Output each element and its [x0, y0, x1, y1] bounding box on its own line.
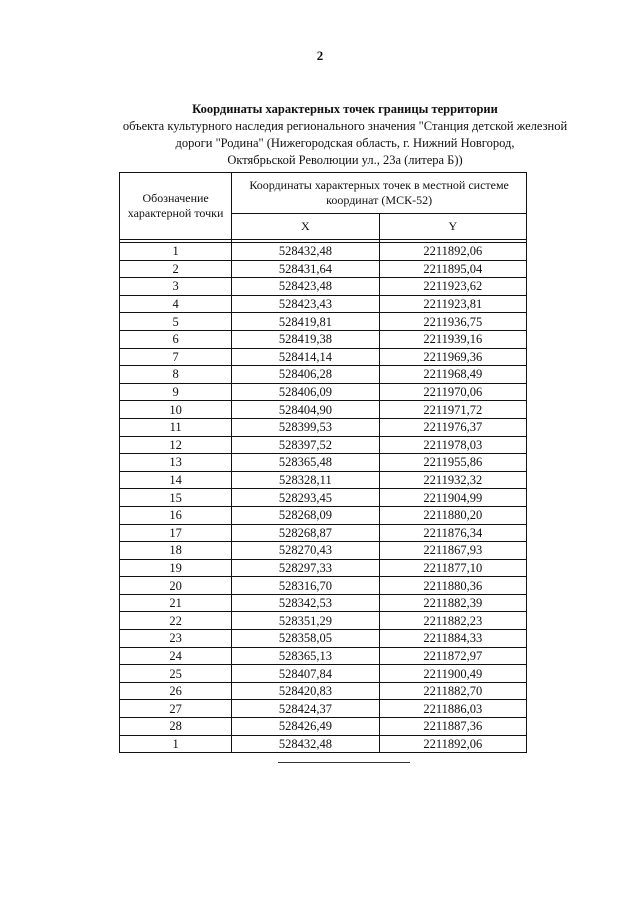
y-coordinate-cell: 2211955,86 [379, 454, 526, 472]
table-row [120, 366, 527, 384]
point-id-cell: 25 [120, 665, 232, 683]
y-coordinate-cell: 2211923,81 [379, 295, 526, 313]
x-coordinate-cell: 528423,48 [232, 278, 379, 296]
table-row [120, 260, 527, 278]
y-coordinate-cell: 2211971,72 [379, 401, 526, 419]
table-row [120, 524, 527, 542]
title-line-2: дороги "Родина" (Нижегородская область, г. Нижний Новгород, [175, 136, 515, 150]
y-coordinate-cell: 2211900,49 [379, 665, 526, 683]
x-coordinate-cell: 528270,43 [232, 542, 379, 560]
point-id-cell: 8 [120, 366, 232, 384]
table-row [120, 348, 527, 366]
point-id-cell: 28 [120, 718, 232, 736]
x-coordinate-cell: 528424,37 [232, 700, 379, 718]
point-id-cell: 3 [120, 278, 232, 296]
x-coordinate-cell: 528293,45 [232, 489, 379, 507]
table-row [120, 383, 527, 401]
point-id-cell: 24 [120, 647, 232, 665]
x-coordinate-cell: 528365,48 [232, 454, 379, 472]
y-coordinate-cell: 2211877,10 [379, 559, 526, 577]
point-id-cell: 14 [120, 471, 232, 489]
point-id-cell: 15 [120, 489, 232, 507]
y-coordinate-cell: 2211887,36 [379, 718, 526, 736]
y-coordinate-cell: 2211886,03 [379, 700, 526, 718]
table-row [120, 313, 527, 331]
x-coordinate-cell: 528414,14 [232, 348, 379, 366]
x-coordinate-cell: 528423,43 [232, 295, 379, 313]
y-coordinate-cell: 2211884,33 [379, 630, 526, 648]
table-row [120, 700, 527, 718]
table-row [120, 577, 527, 595]
y-coordinate-cell: 2211867,93 [379, 542, 526, 560]
y-coordinate-cell: 2211939,16 [379, 330, 526, 348]
y-coordinate-cell: 2211872,97 [379, 647, 526, 665]
table-row [120, 665, 527, 683]
point-id-cell: 1 [120, 735, 232, 753]
point-id-cell: 9 [120, 383, 232, 401]
title-line-1: объекта культурного наследия регионального значения "Станция детской железной [122, 119, 568, 133]
x-coordinate-cell: 528426,49 [232, 718, 379, 736]
x-coordinate-cell: 528328,11 [232, 471, 379, 489]
point-id-cell: 13 [120, 454, 232, 472]
y-coordinate-cell: 2211978,03 [379, 436, 526, 454]
x-coordinate-cell: 528351,29 [232, 612, 379, 630]
header-x: X [232, 214, 379, 240]
x-coordinate-cell: 528407,84 [232, 665, 379, 683]
table-row [120, 401, 527, 419]
y-coordinate-cell: 2211882,70 [379, 682, 526, 700]
x-coordinate-cell: 528419,38 [232, 330, 379, 348]
y-coordinate-cell: 2211895,04 [379, 260, 526, 278]
x-coordinate-cell: 528268,09 [232, 506, 379, 524]
point-id-cell: 21 [120, 594, 232, 612]
table-row [120, 647, 527, 665]
header-coordinates: Координаты характерных точек в местной системе координат (МСК-52) [232, 173, 527, 214]
point-id-cell: 10 [120, 401, 232, 419]
x-coordinate-cell: 528406,28 [232, 366, 379, 384]
x-coordinate-cell: 528268,87 [232, 524, 379, 542]
x-coordinate-cell: 528404,90 [232, 401, 379, 419]
x-coordinate-cell: 528365,13 [232, 647, 379, 665]
point-id-cell: 26 [120, 682, 232, 700]
y-coordinate-cell: 2211892,06 [379, 243, 526, 261]
table-row [120, 735, 527, 753]
y-coordinate-cell: 2211882,23 [379, 612, 526, 630]
x-coordinate-cell: 528432,48 [232, 735, 379, 753]
table-row [120, 594, 527, 612]
point-id-cell: 22 [120, 612, 232, 630]
y-coordinate-cell: 2211876,34 [379, 524, 526, 542]
page-number: 2 [316, 48, 324, 63]
table-row [120, 436, 527, 454]
table-row [120, 330, 527, 348]
y-coordinate-cell: 2211936,75 [379, 313, 526, 331]
table-body [120, 243, 527, 753]
point-id-cell: 19 [120, 559, 232, 577]
x-coordinate-cell: 528358,05 [232, 630, 379, 648]
y-coordinate-cell: 2211882,39 [379, 594, 526, 612]
title-line-3: Октябрьской Революции ул., 23а (литера Б)) [227, 153, 463, 167]
point-id-cell: 7 [120, 348, 232, 366]
point-id-cell: 12 [120, 436, 232, 454]
y-coordinate-cell: 2211968,49 [379, 366, 526, 384]
table-row [120, 718, 527, 736]
point-id-cell: 20 [120, 577, 232, 595]
y-coordinate-cell: 2211880,20 [379, 506, 526, 524]
x-coordinate-cell: 528420,83 [232, 682, 379, 700]
x-coordinate-cell: 528399,53 [232, 418, 379, 436]
y-coordinate-cell: 2211970,06 [379, 383, 526, 401]
point-id-cell: 4 [120, 295, 232, 313]
document-title [95, 101, 595, 169]
table-row [120, 454, 527, 472]
point-id-cell: 6 [120, 330, 232, 348]
table-row [120, 243, 527, 261]
point-id-cell: 17 [120, 524, 232, 542]
point-id-cell: 5 [120, 313, 232, 331]
table-row [120, 418, 527, 436]
y-coordinate-cell: 2211892,06 [379, 735, 526, 753]
signature-line [278, 762, 410, 763]
header-y: Y [379, 214, 526, 240]
y-coordinate-cell: 2211976,37 [379, 418, 526, 436]
x-coordinate-cell: 528432,48 [232, 243, 379, 261]
table-row [120, 278, 527, 296]
table-row [120, 506, 527, 524]
point-id-cell: 18 [120, 542, 232, 560]
y-coordinate-cell: 2211969,36 [379, 348, 526, 366]
point-id-cell: 1 [120, 243, 232, 261]
x-coordinate-cell: 528419,81 [232, 313, 379, 331]
header-point-id: Обозначение характерной точки [120, 173, 232, 240]
y-coordinate-cell: 2211880,36 [379, 577, 526, 595]
table-row [120, 471, 527, 489]
y-coordinate-cell: 2211904,99 [379, 489, 526, 507]
x-coordinate-cell: 528431,64 [232, 260, 379, 278]
table-row [120, 489, 527, 507]
y-coordinate-cell: 2211932,32 [379, 471, 526, 489]
point-id-cell: 23 [120, 630, 232, 648]
point-id-cell: 16 [120, 506, 232, 524]
point-id-cell: 27 [120, 700, 232, 718]
x-coordinate-cell: 528297,33 [232, 559, 379, 577]
x-coordinate-cell: 528342,53 [232, 594, 379, 612]
point-id-cell: 11 [120, 418, 232, 436]
table-row [120, 612, 527, 630]
table-row [120, 559, 527, 577]
x-coordinate-cell: 528406,09 [232, 383, 379, 401]
coordinates-table [119, 172, 527, 753]
x-coordinate-cell: 528316,70 [232, 577, 379, 595]
x-coordinate-cell: 528397,52 [232, 436, 379, 454]
table-row [120, 630, 527, 648]
point-id-cell: 2 [120, 260, 232, 278]
title-heading: Координаты характерных точек границы территории [192, 102, 498, 116]
y-coordinate-cell: 2211923,62 [379, 278, 526, 296]
table-row [120, 542, 527, 560]
table-row [120, 295, 527, 313]
table-row [120, 682, 527, 700]
